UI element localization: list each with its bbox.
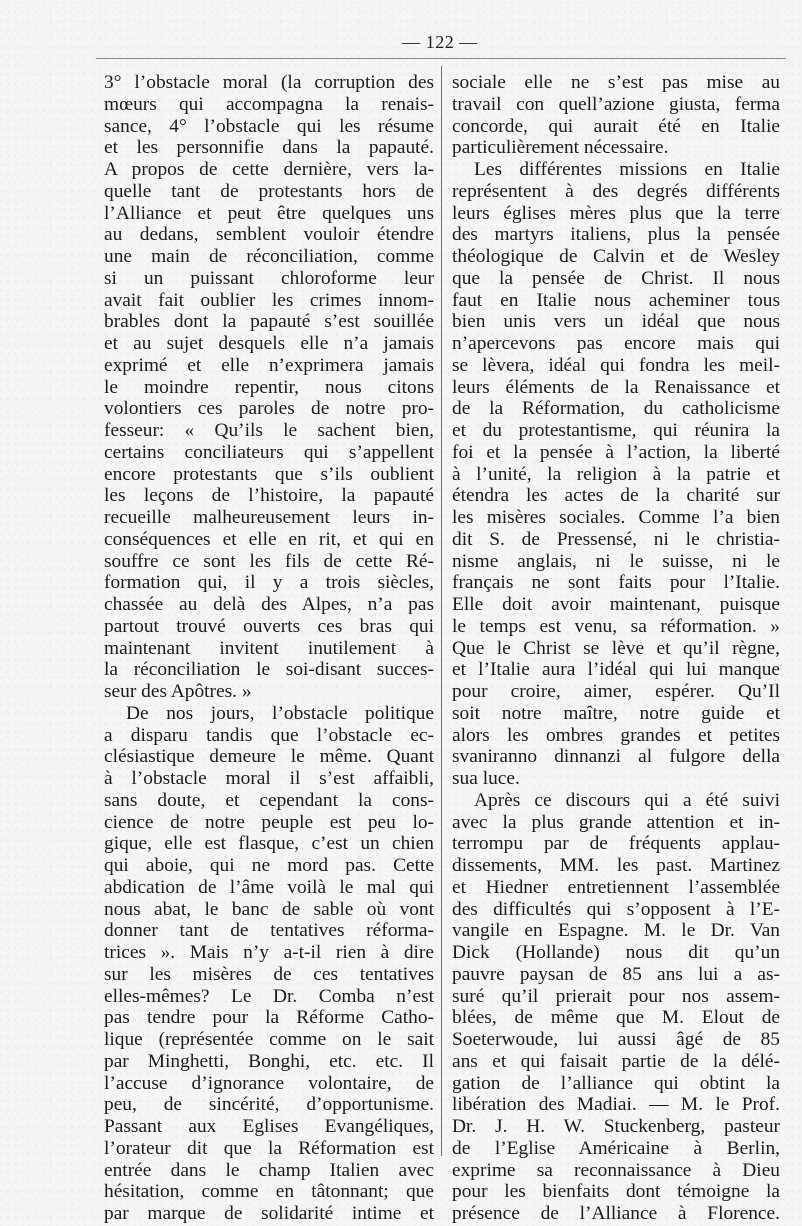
text-line: foi et la pensée à l’action, la liberté [452, 441, 780, 463]
text-line: nous abat, le banc de sable où vont [104, 898, 434, 920]
right-column [452, 72, 780, 1225]
text-line: particulièrement nécessaire. [452, 137, 669, 159]
text-line: formation qui, il y a trois siècles, [104, 572, 434, 594]
header-rule [96, 58, 786, 59]
text-line: conséquences et elle en rit, et qui en [104, 528, 434, 550]
text-line: et Hiedner entretiennent l’assemblée [452, 876, 780, 898]
text-line: si un puissant chloroforme leur [104, 267, 434, 289]
text-line: Après ce discours qui a été suivi [474, 789, 780, 811]
text-line: peu, de sincérité, d’opportunisme. [104, 1094, 434, 1116]
text-line: recueille malheureusement leurs in- [104, 507, 434, 528]
text-line: la réconciliation le soi-disant succes- [104, 659, 434, 681]
text-line: Soeterwoude, lui aussi âgé de 85 [452, 1029, 780, 1050]
text-line: faut en Italie nous acheminer tous [452, 289, 780, 311]
text-line: leurs églises mères plus que la terre [452, 202, 780, 224]
text-line: dissements, MM. les past. Martinez [452, 855, 780, 876]
text-line: de l’Eglise Américaine à Berlin, [452, 1137, 780, 1159]
text-line: étendra les actes de la charité sur [452, 485, 780, 507]
text-line: entrée dans le champ Italien avec [104, 1159, 434, 1181]
text-line: Les différentes missions en Italie [474, 159, 780, 180]
text-line: et du protestantisme, qui réunira la [452, 420, 780, 441]
text-line: Passant aux Eglises Evangéliques, [104, 1116, 434, 1137]
text-line: français ne sont faits pour l’Italie. [452, 572, 780, 594]
text-line: l’orateur dit que la Réformation est [104, 1137, 434, 1159]
text-line: au dedans, semblent vouloir étendre [104, 224, 434, 246]
text-line: à l’unité, la religion à la patrie et [452, 463, 780, 485]
text-line: 3° l’obstacle moral (la corruption des [104, 72, 434, 93]
text-line: Dr. J. H. W. Stuckenberg, pasteur [452, 1116, 780, 1137]
text-line: des difficultés qui s’opposent à l’E- [452, 898, 780, 920]
text-line: l’Alliance et peut être quelques uns [104, 202, 434, 224]
text-line: que la pensée de Christ. Il nous [452, 267, 780, 289]
text-line: bien unis vers un idéal que nous [452, 311, 780, 333]
text-line: pour croire, aimer, espérer. Qu’Il [452, 681, 780, 702]
text-line: pour les bienfaits dont témoigne la [452, 1181, 780, 1203]
text-line: à l’obstacle moral il s’est affaibli, [104, 768, 434, 789]
text-line: hésitation, comme en tâtonnant; que [104, 1181, 434, 1203]
text-line: certains conciliateurs qui s’appellent [104, 441, 434, 463]
text-line: Elle doit avoir maintenant, puisque [452, 594, 780, 615]
text-line: par Minghetti, Bonghi, etc. etc. Il [104, 1050, 434, 1072]
text-line: leurs éléments de la Renaissance et [452, 376, 780, 398]
text-line: le moindre repentir, nous citons [104, 376, 434, 398]
text-line: sans doute, et cependant la cons- [104, 789, 434, 811]
text-line: ans et qui faisait partie de la délé- [452, 1050, 780, 1072]
text-line: gique, elle est flasque, c’est un chien [104, 833, 434, 855]
page-number: — 122 — [402, 32, 478, 52]
text-line: sance, 4° l’obstacle qui les résume [104, 115, 434, 137]
text-line: sociale elle ne s’est pas mise au [452, 72, 780, 93]
text-line: souffre ce sont les fils de cette Ré- [104, 550, 434, 572]
text-line: partout trouvé ouverts ces bras qui [104, 615, 434, 637]
left-column [104, 72, 434, 1225]
text-line: une main de réconciliation, comme [104, 246, 434, 267]
text-line: dit S. de Pressensé, ni le christia- [452, 528, 780, 550]
text-line: fesseur: « Qu’ils le sachent bien, [104, 420, 434, 441]
text-line: gation de l’alliance qui obtint la [452, 1072, 780, 1094]
text-line: suré qu’il prierait pour nos assem- [452, 985, 780, 1007]
text-line: travail con quell’azione giusta, ferma [452, 93, 780, 115]
text-line: clésiastique demeure le même. Quant [104, 746, 434, 768]
text-line: encore protestants que s’ils oublient [104, 463, 434, 485]
text-line: exprime sa reconnaissance à Dieu [452, 1159, 780, 1181]
text-line: avec la plus grande attention et in- [452, 811, 780, 833]
text-line: les leçons de l’histoire, la papauté [104, 485, 434, 507]
text-line: pas tendre pour la Réforme Catho- [104, 1007, 434, 1029]
text-line: et les personnifie dans la papauté. [104, 137, 434, 159]
text-line: sur les misères de ces tentatives [104, 963, 434, 985]
text-line: pauvre paysan de 85 ans lui a as- [452, 963, 780, 985]
text-line: concorde, qui aurait été en Italie [452, 115, 780, 137]
text-line: elles-mêmes? Le Dr. Comba n’est [104, 985, 434, 1007]
text-line: théologique de Calvin et de Wesley [452, 246, 780, 267]
text-line: avait fait oublier les crimes innom- [104, 289, 434, 311]
text-line: représentent à des degrés différents [452, 180, 780, 202]
text-line: par marque de solidarité intime et [104, 1203, 434, 1224]
text-line: soit notre maître, notre guide et [452, 702, 780, 724]
text-line: terrompu par de fréquents applau- [452, 833, 780, 855]
text-line: blées, de même que M. Elout de [452, 1007, 780, 1029]
text-line: maintenant invitent inutilement à [104, 637, 434, 659]
text-line: mœurs qui accompagna la renais- [104, 93, 434, 115]
text-line: alors les ombres grandes et petites [452, 724, 780, 746]
text-line: quelle tant de protestants hors de [104, 180, 434, 202]
text-line: abdication de l’âme voilà le mal qui [104, 876, 434, 898]
text-line: des martyrs italiens, plus la pensée [452, 224, 780, 246]
text-line: trices ». Mais n’y a-t-il rien à dire [104, 942, 434, 963]
text-line: et au sujet desquels elle n’a jamais [104, 333, 434, 354]
text-line: chassée au delà des Alpes, n’a pas [104, 594, 434, 615]
text-line: l’accuse d’ignorance volontaire, de [104, 1072, 434, 1094]
text-line: les misères sociales. Comme l’a bien [452, 507, 780, 528]
text-line: De nos jours, l’obstacle politique [126, 702, 434, 724]
text-line: Dick (Hollande) nous dit qu’un [452, 942, 780, 963]
text-line: brables dont la papauté s’est souillée [104, 311, 434, 333]
text-line: de la Réformation, du catholicisme [452, 398, 780, 420]
text-line: sua luce. [452, 768, 520, 789]
page-header [0, 32, 802, 60]
text-line: n’apercevons pas encore mais qui [452, 333, 780, 354]
text-line: a disparu tandis que l’obstacle ec- [104, 724, 434, 746]
text-line: lique (représentée comme on le sait [104, 1029, 434, 1050]
text-line: seur des Apôtres. » [104, 681, 252, 702]
text-line: A propos de cette dernière, vers la- [104, 159, 434, 180]
text-line: donner tant de tentatives réforma- [104, 920, 434, 942]
text-line: Que le Christ se lève et qu’il règne, [452, 637, 780, 659]
text-line: qui aboie, qui ne mord pas. Cette [104, 855, 434, 876]
text-line: vangile en Espagne. M. le Dr. Van [452, 920, 780, 942]
text-line: nisme anglais, ni le suisse, ni le [452, 550, 780, 572]
text-line: et l’Italie aura l’idéal qui lui manque [452, 659, 780, 681]
column-divider [441, 66, 442, 1156]
text-line: se lèvera, idéal qui fondra les meil- [452, 354, 780, 376]
text-line: exprimé et elle n’exprimera jamais [104, 354, 434, 376]
text-line: volontiers ces paroles de notre pro- [104, 398, 434, 420]
text-line: svaniranno dinnanzi al fulgore della [452, 746, 780, 768]
text-line: cience de notre peuple est peu lo- [104, 811, 434, 833]
text-line: le temps est venu, sa réformation. » [452, 615, 780, 637]
text-line: présence de l’Alliance à Florence. [452, 1203, 780, 1224]
text-line: libération des Madiai. — M. le Prof. [452, 1094, 780, 1116]
